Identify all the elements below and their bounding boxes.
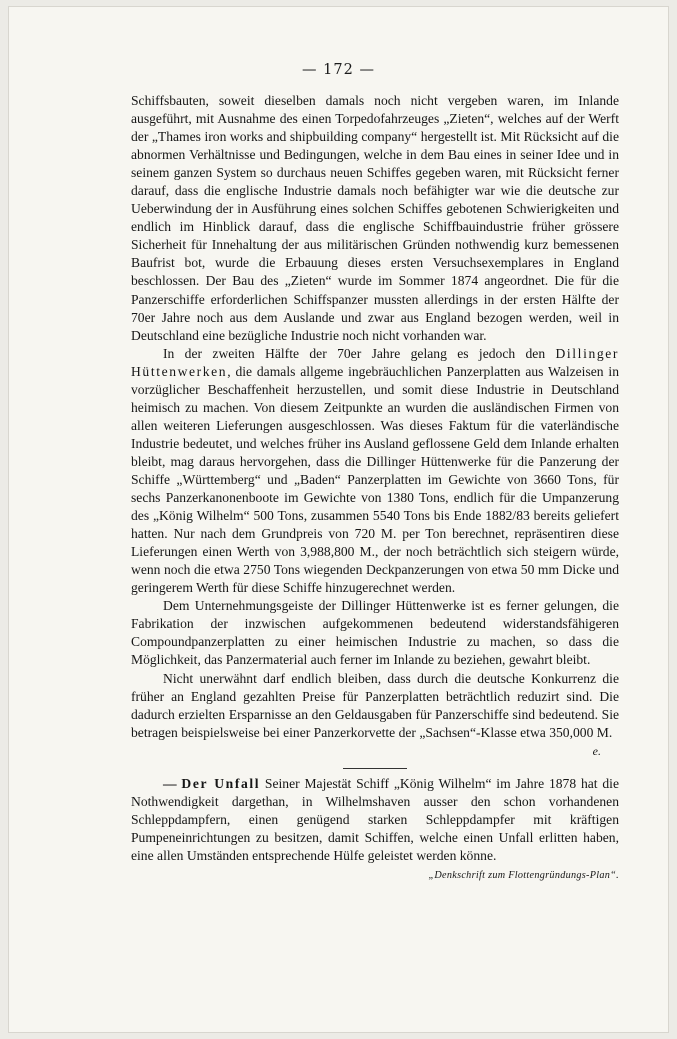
- author-signature: e.: [592, 743, 601, 758]
- source-citation: „Denkschrift zum Flottengründungs-Plan“.: [428, 869, 619, 881]
- section-divider: [343, 768, 407, 769]
- paragraph-3: Dem Unternehmungsgeiste der Dillinger Hüttenwerke ist es ferner gelungen, die Fabrikation der inzwischen aufgekommenen bedeutend widerstandsfähigeren Compoundpanzerplatten zu einer heimischen Industrie zu machen, so dass die Möglichkeit, das Panzermaterial auch ferner im Inlande zu beziehen, gewahrt bleibt.: [131, 598, 619, 668]
- paragraph-2: [131, 345, 619, 598]
- company-name-spaced: Dillinger Hüttenwerken: [131, 345, 619, 379]
- section-text: Seiner Majestät Schiff „König Wilhelm“ im Jahre 1878 hat die Nothwendigkeit dargethan, in Wilhelmshaven ausser den schon vorhandenen Schleppdampfern, einen genügend starken Schleppdampfer mit kräftigen Pumpeneinrichtungen zu besitzen, damit Schiffen, welche einen Unfall erlitten haben, eine allen Umständen entsprechende Hülfe geleistet werden könne.: [131, 775, 619, 863]
- page-number: — 172 —: [302, 62, 375, 78]
- paragraph-unfall: [131, 775, 619, 885]
- paragraph-2-before: In der zweiten Hälfte der 70er Jahre gelang es jedoch den: [163, 345, 556, 361]
- paragraph-2-after: , die damals allgeme ingebräuchlichen Panzerplatten aus Walzeisen in vorzüglicher Beschaffenheit herzustellen, und somit diese Industrie in Deutschland heimisch zu machen. Von diesem Zeitpunkte an wurden die ausländischen Firmen von allen weiteren Lieferungen ausgeschlossen. Was dieses Faktum für die vaterländische Industrie bedeutet, und welches früher ins Ausland geflossene Geld dem Inlande erhalten bleibt, mag daraus hervorgehen, dass die Dillinger Hüttenwerke für die Panzerung der Schiffe „Württemberg“ und „Baden“ Panzerplatten im Gewichte von 3660 Tons, für sechs Panzerkanonenboote im Gewichte von 1380 Tons, endlich für die Umpanzerung des „König Wilhelm“ 500 Tons, zusammen 5540 Tons bis Ende 1882/83 bereits geliefert hatten. Nur nach dem Grundpreis von 720 M. per Ton berechnet, repräsentiren diese Lieferungen einen Werth von 3,988,800 M., der noch beträchtlich sich steigern würde, wenn noch die etwa 2750 Tons wiegenden Deckpanzerungen von etwa 50 mm Dicke und geringerem Werth für diese Schiffe hinzugerechnet werden.: [131, 363, 619, 596]
- paragraph-4: Nicht unerwähnt darf endlich bleiben, dass durch die deutsche Konkurrenz die früher an England gezahlten Preise für Panzerplatten beträchtlich reduzirt sind. Die dadurch erzielten Ersparnisse an den Geldausgaben für Panzerschiffe sind bedeutend. Sie betragen beispielsweise bei einer Panzerkorvette der „Sachsen“-Klasse etwa 350,000 M.: [131, 670, 619, 740]
- section-lead-dash: —: [163, 775, 182, 791]
- paragraph-1: Schiffsbauten, soweit dieselben damals noch nicht vergeben waren, im Inlande ausgeführt, mit Ausnahme des einen Torpedofahrzeuges „Zieten“, welches auf der Werft der „Thames iron works and shipbuilding company“ hergestellt ist. Mit Rücksicht auf die abnormen Verhältnisse und Bedingungen, welche in dem Bau eines in seiner Idee und in seinem ganzen System so durchaus neuen Schiffes gegeben waren, mit Rücksicht ferner darauf, dass die englische Industrie damals noch befähigter war wie die deutsche zur Ueberwindung der in Ausführung eines solchen Schiffes gebotenen Schwierigkeiten und endlich im Hinblick darauf, dass die englische Schiffbauindustrie früher grössere Sicherheit für Innehaltung der aus militärischen Gründen nothwendig kurz bemessenen Baufrist bot, wurde die Erbauung dieses ersten Versuchsexemplares in England beschlossen. Der Bau des „Zieten“ wurde im Sommer 1874 angeordnet. Die für die Panzerschiffe erforderlichen Schiffspanzer mussten allerdings in der ersten Hälfte der 70er Jahre noch aus dem Auslande und zwar aus England bezogen werden, weil in Deutschland eine bezügliche Industrie noch nicht vorhanden war.: [131, 93, 619, 343]
- section-heading: Der Unfall: [181, 775, 261, 791]
- body-text: [131, 92, 619, 885]
- document-page: [8, 6, 669, 1033]
